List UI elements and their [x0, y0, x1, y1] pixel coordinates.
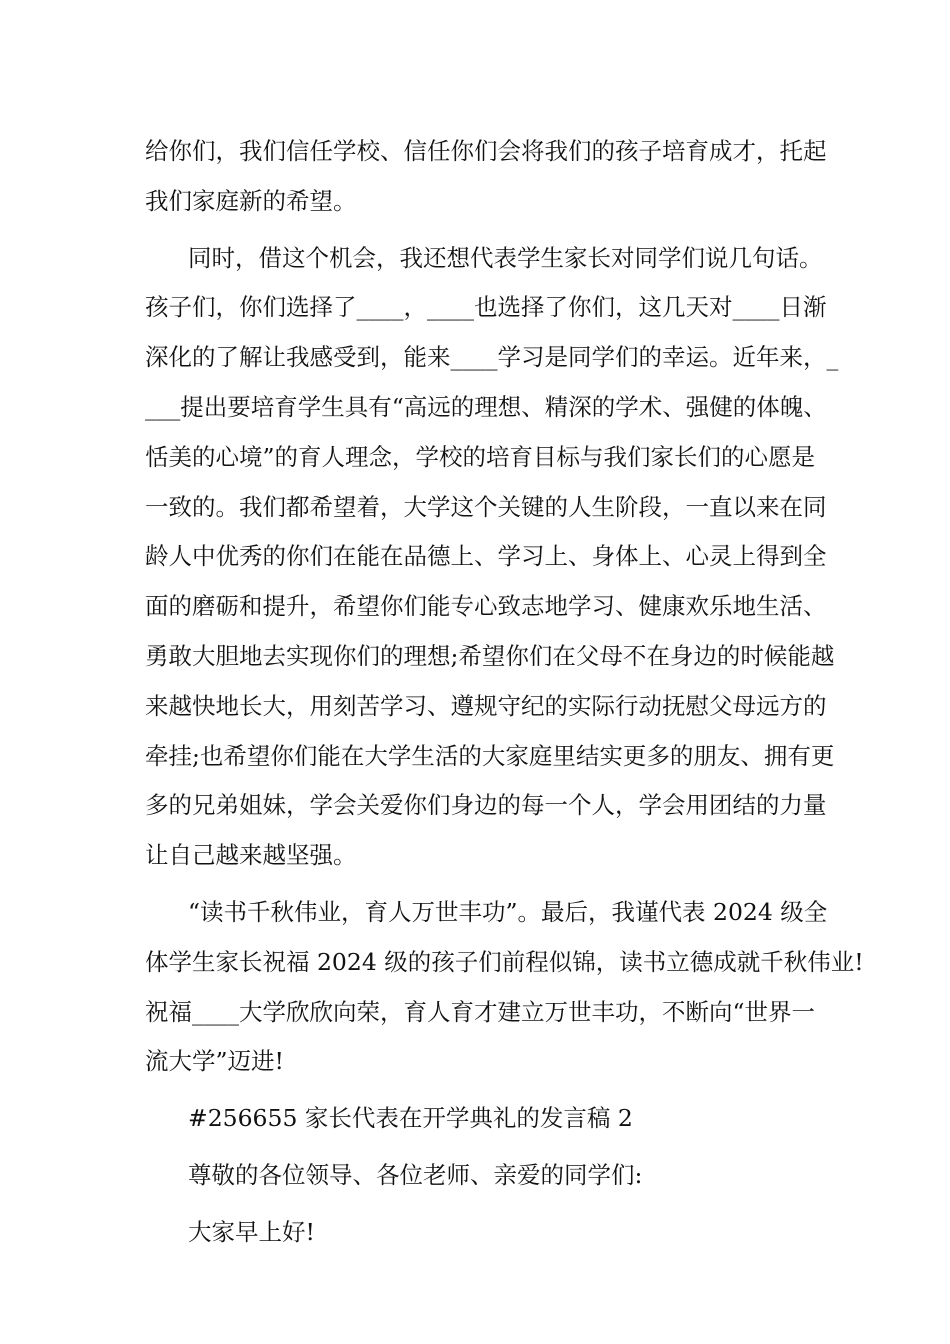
paragraph-line: “读书千秋伟业，育人万世丰功”。最后，我谨代表 2024 级全	[188, 897, 828, 926]
paragraph-line: 面的磨砺和提升，希望你们能专心致志地学习、健康欢乐地生活、	[145, 592, 827, 621]
paragraph-line: 祝福____大学欣欣向荣，育人育才建立万世丰功，不断向“世界一	[145, 997, 816, 1026]
paragraph-line: 让自己越来越坚强。	[145, 841, 357, 870]
paragraph-line: 牵挂;也希望你们能在大学生活的大家庭里结实更多的朋友、拥有更	[145, 741, 835, 770]
paragraph-line: 来越快地长大，用刻苦学习、遵规守纪的实际行动抚慰父母远方的	[145, 691, 827, 720]
section-heading: #256655 家长代表在开学典礼的发言稿 2	[188, 1104, 633, 1133]
greeting-line: 尊敬的各位领导、各位老师、亲爱的同学们:	[188, 1160, 643, 1189]
paragraph-line: 龄人中优秀的你们在能在品德上、学习上、身体上、心灵上得到全	[145, 542, 827, 571]
paragraph-line: 恬美的心境”的育人理念，学校的培育目标与我们家长们的心愿是	[145, 442, 816, 471]
paragraph-line: 同时，借这个机会，我还想代表学生家长对同学们说几句话。	[188, 243, 823, 272]
paragraph-line: 流大学”迈进!	[145, 1047, 284, 1076]
paragraph-line: 给你们，我们信任学校、信任你们会将我们的孩子培育成才，托起	[145, 137, 827, 165]
paragraph-line: 我们家庭新的希望。	[145, 186, 357, 215]
paragraph-line: 一致的。我们都希望着，大学这个关键的人生阶段，一直以来在同	[145, 492, 827, 521]
opening-line: 大家早上好!	[188, 1217, 315, 1246]
paragraph-line: 孩子们，你们选择了____，____也选择了你们，这几天对____日渐	[145, 293, 827, 322]
paragraph-line: 深化的了解让我感受到，能来____学习是同学们的幸运。近年来，_	[145, 343, 839, 372]
document-body	[145, 127, 864, 1258]
paragraph-line: 体学生家长祝福 2024 级的孩子们前程似锦，读书立德成就千秋伟业!	[145, 947, 864, 976]
paragraph-line: 多的兄弟姐妹，学会关爱你们身边的每一个人，学会用团结的力量	[145, 791, 827, 820]
paragraph-line: 勇敢大胆地去实现你们的理想;希望你们在父母不在身边的时候能越	[145, 641, 835, 670]
paragraph-line: ___提出要培育学生具有“高远的理想、精深的学术、强健的体魄、	[145, 392, 827, 421]
